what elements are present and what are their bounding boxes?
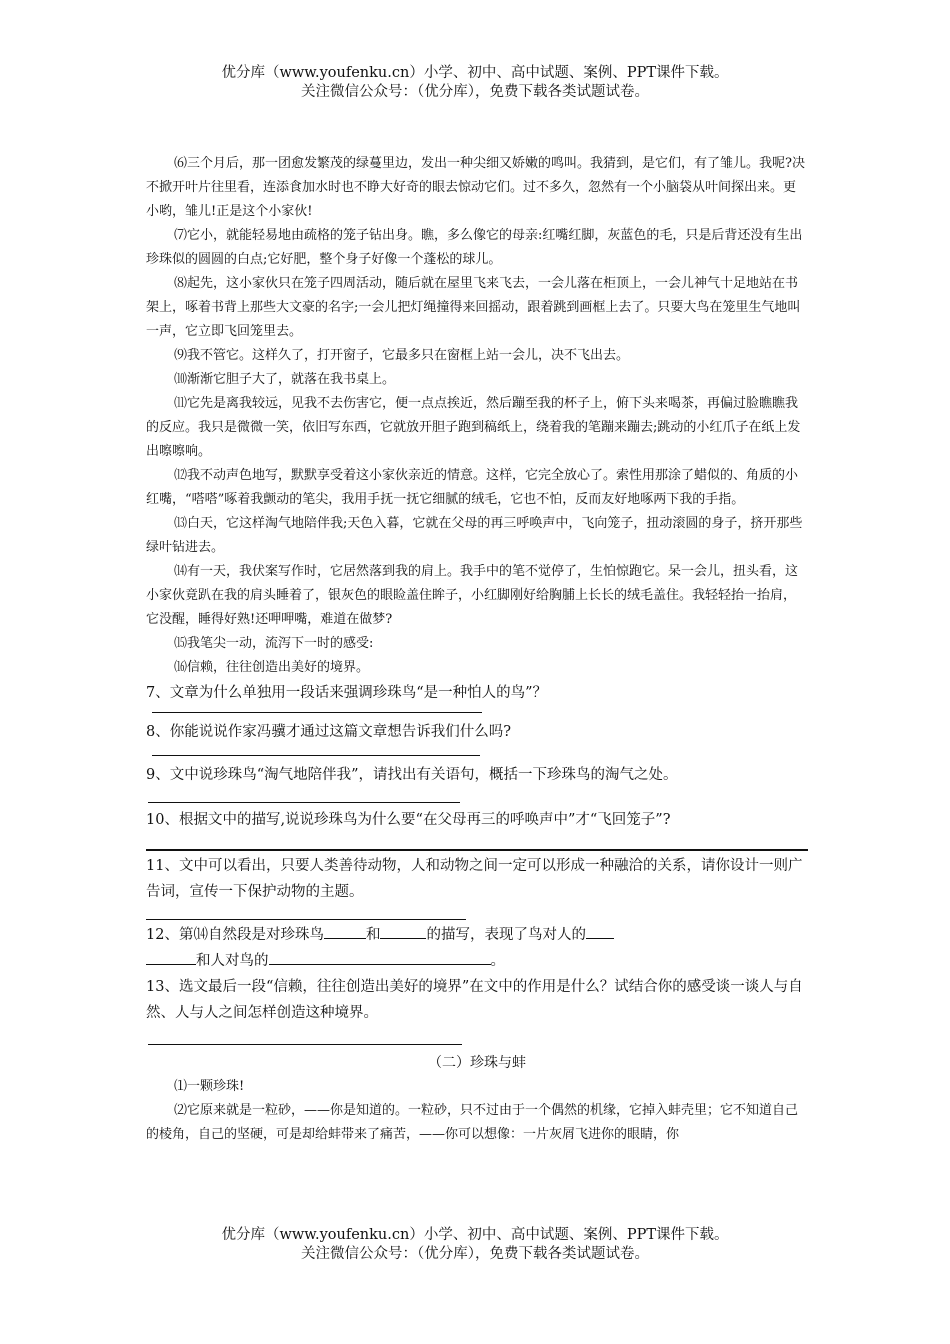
question-7: 7、文章为什么单独用一段话来强调珍珠鸟“是一种怕人的鸟”？ (146, 685, 548, 701)
header-line-1: 优分库（www.youfenku.cn）小学、初中、高中试题、案例、PPT课件下载。 (221, 65, 729, 81)
blank-12-1[interactable] (324, 924, 366, 939)
question-8: 8、你能说说作家冯骥才通过这篇文章想告诉我们什么吗? (146, 724, 511, 740)
page-header (0, 64, 950, 102)
question-12-part-a: 12、第⒁自然段是对珍珠鸟 (146, 927, 324, 943)
paragraph-8: ⑻起先，这小家伙只在笼子四周活动，随后就在屋里飞来飞去，一会儿落在柜顶上，一会儿神气十足地站在书架上，啄着书背上那些大文豪的名字;一会儿把灯绳撞得来回摇动，跟着跳到画框上去了。只要大鸟在笼里生气地叫一声，它立即飞回笼里去。 (146, 276, 801, 339)
paragraph-14: ⒁有一天，我伏案写作时，它居然落到我的肩上。我手中的笔不觉停了，生怕惊跑它。呆一会儿，扭头看，这小家伙竟趴在我的肩头睡着了，银灰色的眼睑盖住眸子，小红脚刚好给胸脯上长长的绒毛盖住。我轻轻抬一抬肩，它没醒，睡得好熟!还呷呷嘴，难道在做梦? (146, 564, 799, 627)
footer-line-1: 优分库（www.youfenku.cn）小学、初中、高中试题、案例、PPT课件下载。 (221, 1227, 729, 1243)
blank-12-4[interactable] (146, 950, 196, 965)
blank-12-3[interactable] (586, 924, 614, 939)
blank-12-5[interactable] (269, 950, 491, 965)
answer-line-11[interactable] (146, 919, 466, 920)
paragraph-10: ⑽渐渐它胆子大了，就落在我书桌上。 (174, 372, 396, 387)
document-body (146, 152, 808, 1147)
question-12-part-b: 和 (365, 927, 381, 943)
answer-line-7[interactable] (152, 712, 482, 713)
footer-line-2: 关注微信公众号：（优分库），免费下载各类试题试卷。 (301, 1246, 649, 1262)
question-12-part-e: 。 (490, 953, 505, 969)
section-2-paragraph-1: ⑴一颗珍珠! (174, 1079, 245, 1094)
question-12-part-c: 的描写，表现了鸟对人的 (426, 927, 586, 943)
header-line-2: 关注微信公众号：（优分库），免费下载各类试题试卷。 (301, 84, 649, 100)
answer-line-8[interactable] (152, 755, 480, 756)
section-2-paragraph-2: ⑵它原来就是一粒砂，——你是知道的。一粒砂，只不过由于一个偶然的机缘，它掉入蚌壳里；它不知道自己的棱角，自己的坚硬，可是却给蚌带来了痛苦，——你可以想像：一片灰屑飞进你的眼睛，你 (146, 1103, 799, 1142)
paragraph-15: ⒂我笔尖一动，流泻下一时的感受: (174, 636, 374, 651)
section-2-title: （二）珍珠与蚌 (428, 1055, 526, 1071)
question-12 (146, 922, 808, 974)
paragraph-13: ⒀白天，它这样淘气地陪伴我;天色入暮，它就在父母的再三呼唤声中，飞向笼子，扭动滚圆的身子，挤开那些绿叶钻进去。 (146, 516, 803, 555)
answer-line-9[interactable] (148, 802, 460, 803)
question-9: 9、文中说珍珠鸟“淘气地陪伴我”，请找出有关语句，概括一下珍珠鸟的淘气之处。 (146, 767, 678, 783)
question-13: 13、选文最后一段“信赖，往往创造出美好的境界”在文中的作用是什么？试结合你的感受谈一谈人与自然、人与人之间怎样创造这种境界。 (146, 979, 803, 1021)
paragraph-12: ⑿我不动声色地写，默默享受着这小家伙亲近的情意。这样，它完全放心了。索性用那涂了蜡似的、角质的小红嘴，“嗒嗒”啄着我颤动的笔尖，我用手抚一抚它细腻的绒毛，它也不怕，反而友好地啄两下我的手指。 (146, 468, 799, 507)
paragraph-9: ⑼我不管它。这样久了，打开窗子，它最多只在窗框上站一会儿，决不飞出去。 (174, 348, 630, 363)
blank-12-2[interactable] (380, 924, 426, 939)
page-footer (0, 1226, 950, 1264)
answer-line-13[interactable] (148, 1044, 462, 1045)
paragraph-6: ⑹三个月后，那一团愈发繁茂的绿蔓里边，发出一种尖细又娇嫩的鸣叫。我猜到，是它们，有了雏儿。我呢?决不掀开叶片往里看，连添食加水时也不睁大好奇的眼去惊动它们。过不多久，忽然有一个小脑袋从叶间探出来。更小哟，雏儿!正是这个小家伙! (146, 156, 805, 219)
answer-line-10[interactable] (146, 849, 808, 851)
question-11: 11、文中可以看出，只要人类善待动物，人和动物之间一定可以形成一种融洽的关系，请你设计一则广告词，宣传一下保护动物的主题。 (146, 858, 803, 900)
question-12-part-d: 和人对鸟的 (196, 953, 269, 969)
paragraph-11: ⑾它先是离我较远，见我不去伤害它，便一点点挨近，然后蹦至我的杯子上，俯下头来喝茶，再偏过脸瞧瞧我的反应。我只是微微一笑，依旧写东西，它就放开胆子跑到稿纸上，绕着我的笔蹦来蹦去;跳动的小红爪子在纸上发出嚓嚓响。 (146, 396, 801, 459)
paragraph-7: ⑺它小，就能轻易地由疏格的笼子钻出身。瞧，多么像它的母亲:红嘴红脚，灰蓝色的毛，只是后背还没有生出珍珠似的圆圆的白点;它好肥，整个身子好像一个蓬松的球儿。 (146, 228, 803, 267)
paragraph-16: ⒃信赖，往往创造出美好的境界。 (174, 660, 370, 675)
question-10: 10、根据文中的描写,说说珍珠鸟为什么要“在父母再三的呼唤声中”才“飞回笼子”? (146, 812, 671, 828)
